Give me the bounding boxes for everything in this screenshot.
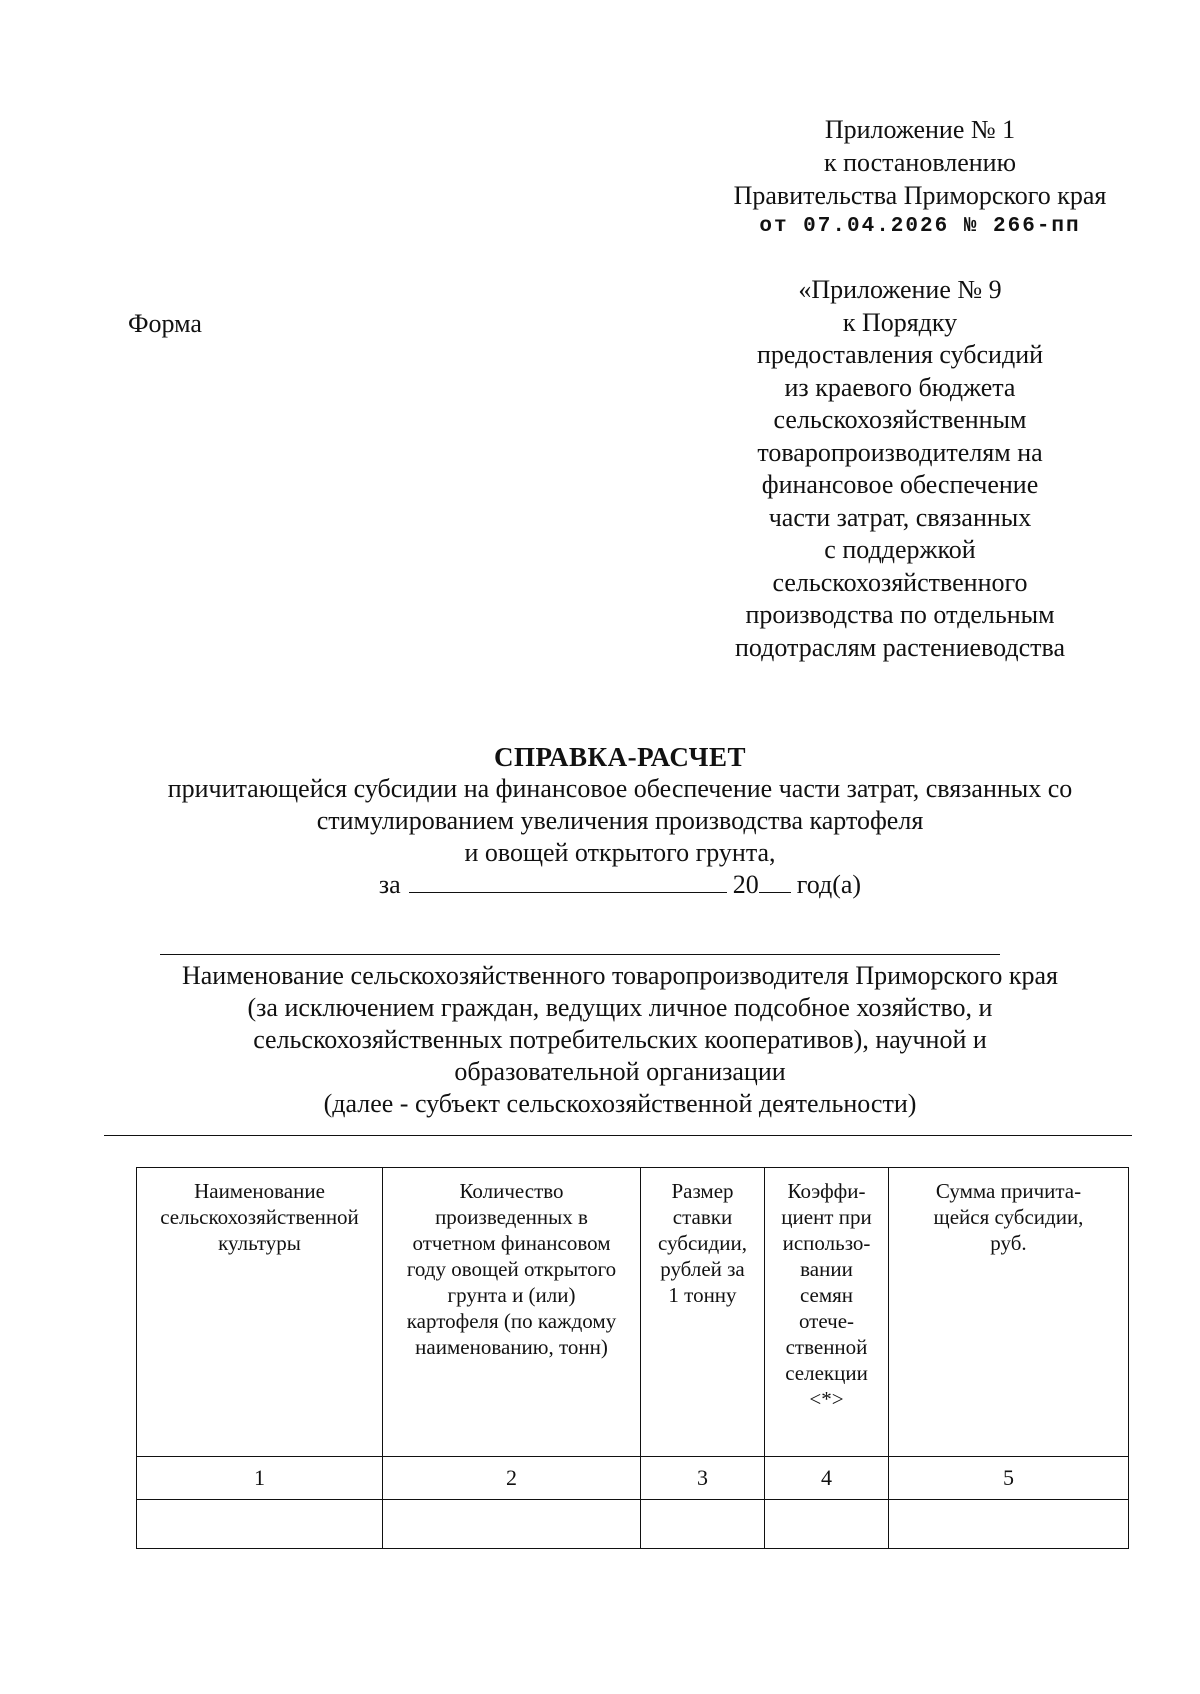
appendix2-line: «Приложение № 9 bbox=[798, 275, 1002, 304]
appendix2-line: с поддержкой bbox=[824, 535, 976, 564]
header-line: грунта и (или) bbox=[447, 1283, 576, 1307]
appendix2-line: подотраслям растениеводства bbox=[734, 632, 1065, 662]
header-line: отече- bbox=[798, 1309, 855, 1333]
producer-name-line bbox=[160, 954, 1000, 955]
table-header-row bbox=[137, 1168, 1129, 1457]
title-line-1: причитающейся субсидии на финансовое обеспечение части затрат, связанных со bbox=[167, 774, 1073, 803]
appendix-9-header bbox=[700, 274, 1100, 664]
header-line: циент при bbox=[781, 1205, 872, 1229]
appendix2-line: финансовое обеспечение bbox=[761, 470, 1039, 499]
header-line: Размер bbox=[671, 1179, 734, 1203]
empty-cell bbox=[641, 1500, 765, 1549]
document-title: СПРАВКА-РАСЧЕТ bbox=[494, 742, 746, 772]
column-header-crop bbox=[137, 1168, 383, 1457]
empty-cell bbox=[137, 1500, 383, 1549]
column-number: 4 bbox=[765, 1457, 889, 1500]
producer-caption bbox=[100, 960, 1140, 1120]
period-line bbox=[100, 869, 1140, 901]
header-line: использо- bbox=[782, 1231, 871, 1255]
column-number: 2 bbox=[383, 1457, 641, 1500]
column-number-row bbox=[137, 1457, 1129, 1500]
header-line: году овощей открытого bbox=[406, 1257, 617, 1281]
calculation-table bbox=[136, 1167, 1129, 1549]
appendix2-line: сельскохозяйственного bbox=[772, 567, 1028, 597]
empty-cell bbox=[765, 1500, 889, 1549]
empty-cell bbox=[383, 1500, 641, 1549]
header-line: субсидии, bbox=[658, 1231, 747, 1255]
producer-line: сельскохозяйственных потребительских кооперативов), научной и bbox=[253, 1025, 987, 1054]
header-line: <*> bbox=[809, 1387, 844, 1411]
period-year: 20 bbox=[732, 870, 759, 899]
producer-line: (за исключением граждан, ведущих личное подсобное хозяйство, и bbox=[247, 993, 993, 1022]
header-line: рублей за bbox=[660, 1257, 745, 1281]
period-prefix: за bbox=[378, 870, 401, 899]
title-line-2: стимулированием увеличения производства картофеля bbox=[316, 806, 924, 835]
header-line: щейся субсидии, bbox=[933, 1205, 1084, 1229]
year-blank bbox=[759, 870, 791, 893]
column-header-amount bbox=[889, 1168, 1129, 1457]
producer-line: Наименование сельскохозяйственного товаропроизводителя Приморского края bbox=[181, 961, 1059, 990]
header-line: 1 тонну bbox=[668, 1283, 737, 1307]
header-line: произведенных в bbox=[435, 1205, 588, 1229]
appendix2-line: производства по отдельным bbox=[745, 600, 1055, 629]
header-line: ственной bbox=[785, 1335, 868, 1359]
appendix-header bbox=[680, 113, 1160, 242]
column-header-quantity bbox=[383, 1168, 641, 1457]
period-suffix: год(а) bbox=[796, 870, 862, 899]
appendix2-line: сельскохозяйственным bbox=[773, 405, 1027, 434]
decree-number: от 07.04.2026 № 266-пп bbox=[759, 215, 1081, 238]
empty-cell bbox=[889, 1500, 1129, 1549]
header-line: семян bbox=[799, 1283, 854, 1307]
appendix2-line: к Порядку bbox=[842, 307, 958, 337]
column-number: 1 bbox=[137, 1457, 383, 1500]
column-header-coefficient bbox=[765, 1168, 889, 1457]
header-line: культуры bbox=[218, 1231, 301, 1255]
header-line: отчетном финансовом bbox=[412, 1231, 611, 1255]
header-line: вании bbox=[800, 1257, 853, 1281]
header-line: ставки bbox=[672, 1205, 733, 1229]
producer-line: (далее - субъект сельскохозяйственной деятельности) bbox=[323, 1089, 917, 1118]
appendix2-line: части затрат, связанных bbox=[768, 502, 1032, 532]
column-number: 3 bbox=[641, 1457, 765, 1500]
header-line: картофеля (по каждому bbox=[406, 1309, 617, 1333]
header-line: Сумма причита- bbox=[935, 1179, 1082, 1203]
header-line: руб. bbox=[990, 1231, 1027, 1255]
column-header-rate bbox=[641, 1168, 765, 1457]
appendix2-line: товаропроизводителям на bbox=[757, 437, 1043, 467]
producer-line: образовательной организации bbox=[454, 1057, 786, 1086]
form-label: Форма bbox=[128, 309, 202, 338]
appendix2-line: предоставления субсидий bbox=[756, 340, 1044, 369]
appendix-line-2: к постановлению bbox=[823, 148, 1017, 177]
header-line: Коэффи- bbox=[787, 1179, 866, 1203]
header-line: наименованию, тонн) bbox=[415, 1335, 608, 1359]
section-divider bbox=[104, 1135, 1132, 1136]
appendix-line-3: Правительства Приморского края bbox=[733, 181, 1107, 210]
appendix-line-1: Приложение № 1 bbox=[824, 115, 1016, 144]
appendix2-line: из краевого бюджета bbox=[784, 372, 1016, 402]
header-line: Наименование bbox=[194, 1179, 325, 1203]
column-number: 5 bbox=[889, 1457, 1129, 1500]
header-line: селекции bbox=[785, 1361, 868, 1385]
document-title-block bbox=[100, 741, 1140, 901]
period-blank bbox=[409, 870, 727, 893]
table-row bbox=[137, 1500, 1129, 1549]
header-line: сельскохозяйственной bbox=[160, 1205, 359, 1229]
title-line-3: и овощей открытого грунта, bbox=[464, 838, 776, 867]
header-line: Количество bbox=[459, 1179, 564, 1203]
